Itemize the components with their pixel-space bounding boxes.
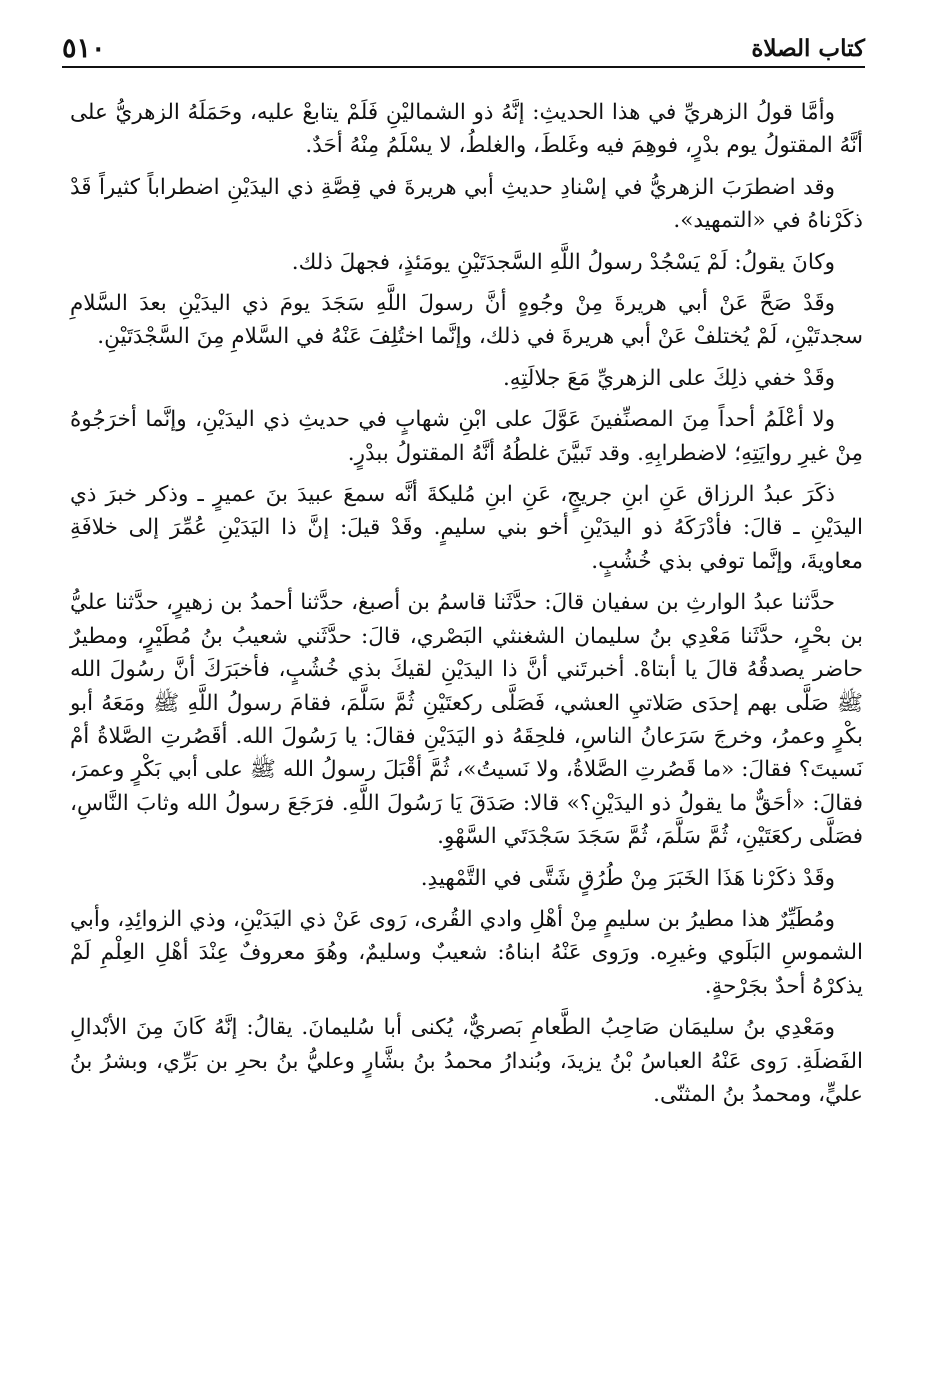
page-number: ٥١٠: [62, 33, 106, 64]
page-body: [70, 96, 863, 1119]
header-rule: [62, 30, 865, 68]
paragraph: وقَدْ صَحَّ عَنْ أبي هريرةَ مِنْ وجُوهٍ أنَّ رسولَ اللَّهِ سَجَدَ يومَ ذي اليدَيْنِ بعدَ السَّلامِ سجدتَيْنِ، لَمْ يُختلفْ عَنْ أبي هريرةَ في ذلك، وإنَّما اختُلِفَ عَنْهُ في السَّلامِ مِنَ السَّجْدَتَيْنِ.: [70, 291, 863, 350]
paragraph: ذكَرَ عبدُ الرزاق عَنِ ابنِ جريجٍ، عَنِ ابنِ مُليكةَ أنَّه سمعَ عبيدَ بنَ عميرٍ ـ وذكر خبرَ ذي اليدَيْنِ ـ قالَ: فأدْرَكَهُ ذو اليدَيْنِ أخو بني سليمٍ. وقَدْ قيلَ: إنَّ ذا اليَدَيْنِ عُمِّرَ إلى خلافَةِ معاويةَ، وإنَّما توفي بذي خُشُبٍ.: [70, 482, 863, 574]
paragraph: ومُطَيِّرٌ هذا مطيرُ بن سليمٍ مِنْ أهْلِ وادي القُرى، رَوى عَنْ ذي اليَدَيْنِ، وذي الزوائِدِ، وأبي الشموسِ البَلَوي وغيرِه. ورَوى عَنْهُ ابناهُ: شعيبٌ وسليمٌ، وهُوَ معروفٌ عِنْدَ أهْلِ العِلْمِ لَمْ يذكرْهُ أحدٌ بجَرْحةٍ.: [70, 906, 863, 999]
paragraph: وكانَ يقولُ: لَمْ يَسْجُدْ رسولُ اللَّهِ السَّجدَتَيْنِ يومَئذٍ، فجهلَ ذلك.: [291, 249, 835, 275]
paragraph: وقَدْ ذكَرْنا هَذَا الخَبَرَ مِنْ طُرُقٍ شَتَّى في التَّمْهيدِ.: [420, 865, 835, 891]
paragraph: وأمَّا قولُ الزهريِّ في هذا الحديثِ: إنَّهُ ذو الشماليْنِ فَلَمْ يتابعْ عليه، وحَمَلَهُ الزهريُّ على أنَّهُ المقتولُ يوم بدْرٍ، فوهِمَ فيه وغَلطَ، والغلطُ، لا يسْلَمُ مِنْهُ أحَدٌ.: [70, 100, 863, 159]
paragraph: ومَعْدِي بنُ سليمَان صَاحِبُ الطَّعامِ بَصريٌّ، يُكنى أبا سُليمانَ. يقالُ: إنَّهُ كَانَ مِنَ الأبْدالِ الفَضلَةِ. رَوى عَنْهُ العباسُ بْنُ يزيدَ، وبُندارُ محمدُ بنُ بشَّارٍ وعليُّ بنُ بحرِ بن بَرِّي، وبشرُ بنُ عليٍّ، ومحمدُ بنُ المثنّى.: [70, 1015, 863, 1107]
chapter-title: كتاب الصلاة: [751, 35, 865, 62]
paragraph: وقد اضطرَبَ الزهريُّ في إسْنادِ حديثِ أبي هريرةَ في قِصَّةِ ذي اليدَيْنِ اضطراباً كثيراً قَدْ ذكَرْناهُ في «التمهيد».: [70, 174, 863, 234]
page-header: [62, 30, 865, 70]
paragraph: حدَّثنا عبدُ الوارثِ بن سفيان قالَ: حدَّثَنا قاسمُ بن أصبغ، حدَّثنا أحمدُ بن زهيرٍ، حدَّثنا عليُّ بن بحْرٍ، حدَّثَنا مَعْدِي بنُ سليمان الشغنثي البَصْري، قالَ: حدَّثَني شعيبُ بنُ مُطَيْرٍ، ومطيرٌ حاضر يصدقُهُ قالَ يا أبتاهْ. أخبرتَني أنَّ ذا اليدَيْنِ لقيكَ بذي خُشُبٍ، فأخبَرَكَ أنَّ رسُولَ الله ﷺ صَلَّى بهم إحدَى صَلاتيِ العشي، فَصَلَّى ركعتَيْنِ ثُمَّ سَلَّمَ، فقامَ رسولُ اللَّهِ ﷺ ومَعَهُ أبو بكْرٍ وعمرُ، وخرجَ سَرَعانُ الناسِ، فلحِقَهُ ذو اليَدَيْنِ فقالَ: يا رَسُولَ الله. أقَصُرتِ الصَّلاةُ أمْ نَسيتَ؟ فقالَ: «ما قَصُرتِ الصَّلاةُ، ولا نَسيتُ»، ثُمَّ أقْبَلَ رسولُ الله ﷺ على أبي بَكْرٍ وعمرَ، فقالَ: «أحَقٌّ ما يقولُ ذو اليدَيْنِ؟» قالا: صَدَقَ يَا رَسُولَ اللَّهِ. فرَجَعَ رسولُ الله وثابَ النَّاسِ، فصَلَّى ركعَتَيْنِ، ثُمَّ سَلَّمَ، ثُمَّ سَجَدَ سَجْدَتَي السَّهْوِ.: [70, 590, 863, 850]
paragraph: ولا أعْلَمُ أحداً مِنَ المصنِّفينَ عَوَّلَ على ابْنِ شهابٍ في حديثِ ذي اليدَيْنِ، وإنَّما أخرَجُوهُ مِنْ غيرِ روايَتِهِ؛ لاضطرابِهِ. وقد تَبيَّنَ غلطُهُ أنَّهُ المقتولُ ببدْرٍ.: [70, 407, 863, 466]
paragraph: وقَدْ خفي ذلِكَ على الزهريِّ مَعَ جلالَتِهِ.: [502, 365, 835, 391]
